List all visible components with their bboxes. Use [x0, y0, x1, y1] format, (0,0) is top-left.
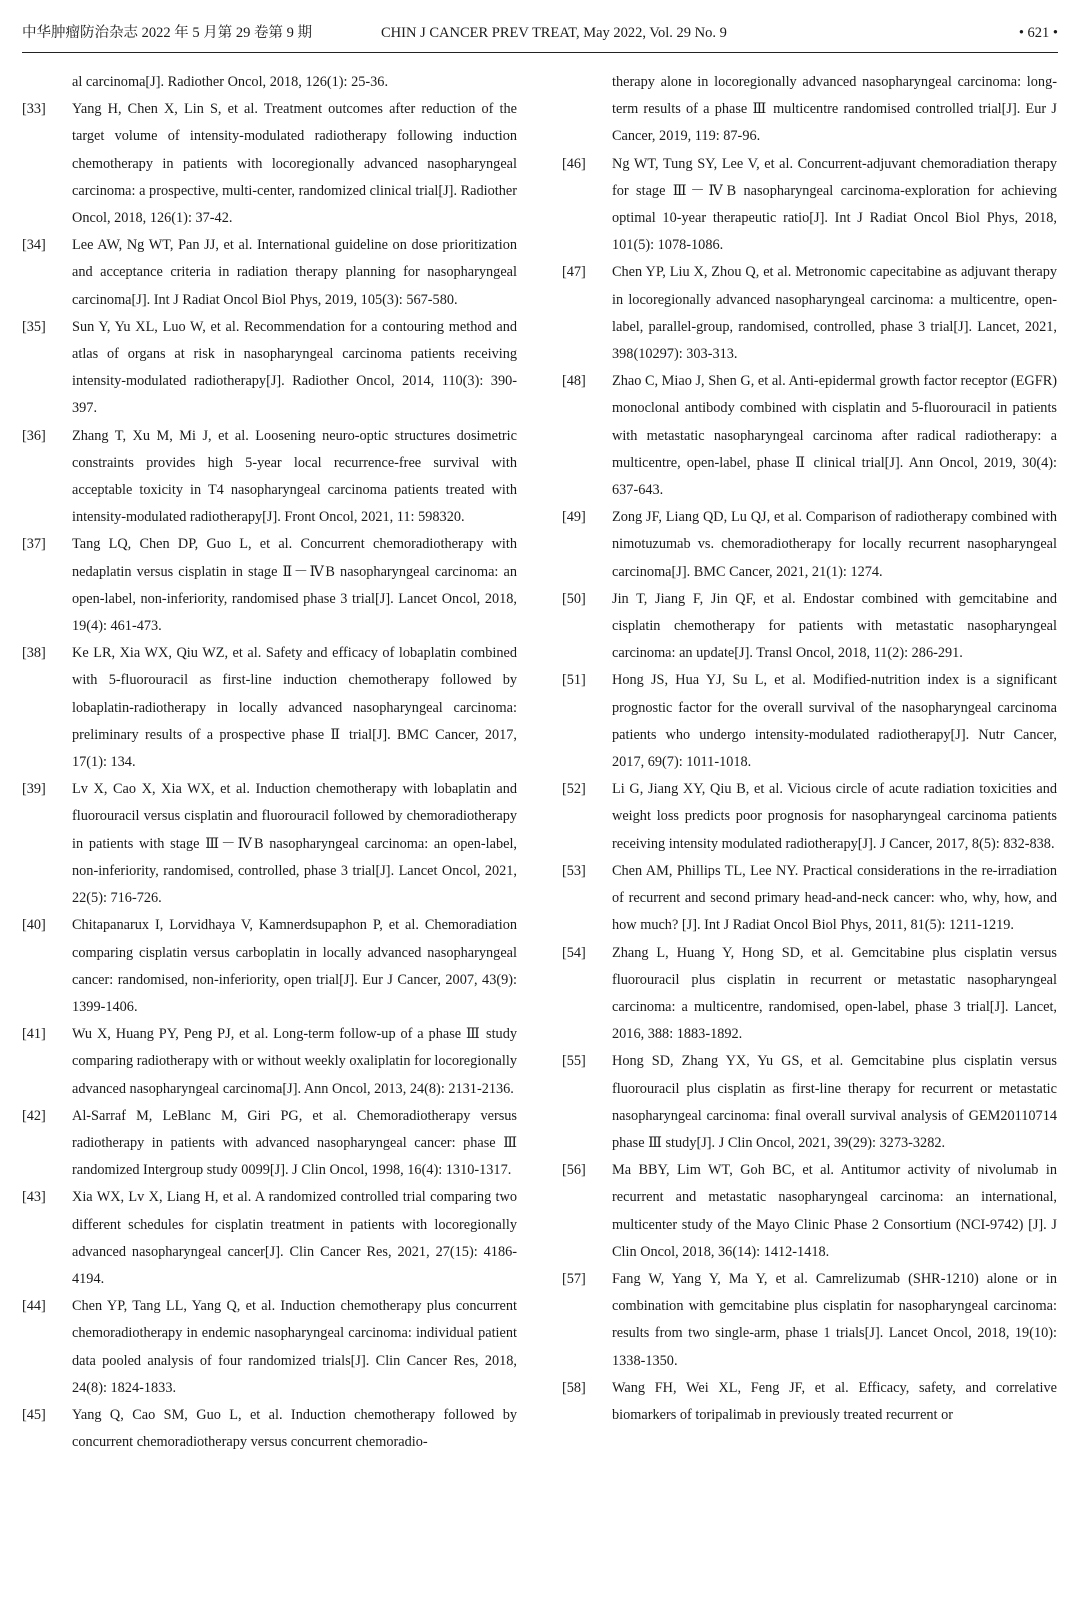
reference-text: Tang LQ, Chen DP, Guo L, et al. Concurrent chemoradiotherapy with nedaplatin versus cisplatin in stage Ⅱ－ⅣB nasopharyngeal carcinoma: an open-label, non-inferiority, randomised phase 3 trial[J]. Lancet Oncol, 2018, 19(4): 461-473.: [72, 536, 517, 635]
reference-51: [562, 667, 1057, 776]
reference-text: Lee AW, Ng WT, Pan JJ, et al. International guideline on dose prioritization and acceptance criteria in radiation therapy planning for nasopharyngeal carcinoma[J]. Int J Radiat Oncol Biol Phys, 2019, 105(3): 567-580.: [72, 237, 517, 308]
left-column: [22, 69, 517, 1456]
reference-55: [562, 1048, 1057, 1157]
reference-35: [22, 314, 517, 423]
reference-57: [562, 1266, 1057, 1375]
reference-number: [42]: [22, 1107, 46, 1124]
reference-36: [22, 423, 517, 532]
reference-text: Jin T, Jiang F, Jin QF, et al. Endostar combined with gemcitabine and cisplatin chemotherapy for patients with metastatic nasopharyngeal carcinoma: an update[J]. Transl Oncol, 2018, 11(2): 286-291.: [612, 590, 1057, 662]
reference-text: Xia WX, Lv X, Liang H, et al. A randomized controlled trial comparing two different schedules for cisplatin treatment in patients with locoregionally advanced nasopharyngeal cancer[J]. Clin Cancer Res, 2021, 27(15): 4186-4194.: [72, 1189, 517, 1287]
reference-46: [562, 151, 1057, 260]
reference-number: [46]: [562, 155, 586, 172]
reference-number: [54]: [562, 944, 586, 961]
reference-number: [44]: [22, 1298, 46, 1315]
reference-text: Yang Q, Cao SM, Guo L, et al. Induction chemotherapy followed by concurrent chemoradiotherapy versus concurrent chemoradio-: [72, 1406, 517, 1451]
reference-text: Hong JS, Hua YJ, Su L, et al. Modified-nutrition index is a significant prognostic factor for the overall survival of the nasopharyngeal carcinoma patients who undergo intensity-modulated radiotherapy[J]. Nutr Cancer, 2017, 69(7): 1011-1018.: [612, 672, 1057, 771]
reference-34: [22, 232, 517, 314]
reference-53: [562, 858, 1057, 940]
reference-number: [57]: [562, 1270, 586, 1287]
reference-text: Al-Sarraf M, LeBlanc M, Giri PG, et al. Chemoradiotherapy versus radiotherapy in patients with advanced nasopharyngeal cancer: phase Ⅲ randomized Intergroup study 0099[J]. J Clin Oncol, 1998, 16(4): 1310-1317.: [72, 1107, 517, 1179]
reference-52: [562, 776, 1057, 858]
reference-number: [33]: [22, 101, 46, 118]
reference-text: Chitapanarux I, Lorvidhaya V, Kamnerdsupaphon P, et al. Chemoradiation comparing cisplatin versus carboplatin in locally advanced nasopharyngeal cancer: randomised, non-inferiority, open trial[J]. Eur J Cancer, 2007, 43(9): 1399-1406.: [72, 917, 517, 1015]
reference-text: Wu X, Huang PY, Peng PJ, et al. Long-term follow-up of a phase Ⅲ study comparing radiotherapy with or without weekly oxaliplatin for locoregionally advanced nasopharyngeal carcinoma[J]. Ann Oncol, 2013, 24(8): 2131-2136.: [72, 1026, 517, 1097]
reference-54: [562, 940, 1057, 1049]
reference-number: [41]: [22, 1026, 46, 1043]
reference-number: [37]: [22, 536, 46, 553]
reference-number: [48]: [562, 373, 586, 390]
reference-text: Zhao C, Miao J, Shen G, et al. Anti-epidermal growth factor receptor (EGFR) monoclonal antibody combined with cisplatin and 5-fluorouracil in patients with metastatic nasopharyngeal carcinoma after radical radiotherapy: a multicentre, open-label, phase Ⅱ clinical trial[J]. Ann Oncol, 2019, 30(4): 637-643.: [612, 373, 1057, 499]
reference-38: [22, 640, 517, 776]
reference-text: Hong SD, Zhang YX, Yu GS, et al. Gemcitabine plus cisplatin versus fluorouracil plus cisplatin as first-line therapy for recurrent or metastatic nasopharyngeal carcinoma: final overall survival analysis of GEM20110714 phase Ⅲ study[J]. J Clin Oncol, 2021, 39(29): 3273-3282.: [612, 1053, 1057, 1151]
reference-50: [562, 586, 1057, 668]
reference-number: [49]: [562, 509, 586, 526]
reference-number: [55]: [562, 1053, 586, 1070]
reference-text: Li G, Jiang XY, Qiu B, et al. Vicious circle of acute radiation toxicities and weight loss predicts poor prognosis for nasopharyngeal carcinoma patients receiving intensity modulated radiotherapy[J]. J Cancer, 2017, 8(5): 832-838.: [612, 781, 1057, 852]
reference-text: Zhang T, Xu M, Mi J, et al. Loosening neuro-optic structures dosimetric constraints provides high 5-year local recurrence-free survival with acceptable toxicity in T4 nasopharyngeal carcinoma patients treated with intensity-modulated radiotherapy[J]. Front Oncol, 2021, 11: 598320.: [72, 427, 517, 526]
journal-title-cn: 中华肿瘤防治杂志 2022 年 5 月第 29 卷第 9 期: [22, 25, 312, 41]
reference-48: [562, 368, 1057, 504]
reference-text: Ma BBY, Lim WT, Goh BC, et al. Antitumor activity of nivolumab in recurrent and metastatic nasopharyngeal carcinoma: an international, multicenter study of the Mayo Clinic Phase 2 Consortium (NCI-9742) [J]. J Clin Oncol, 2018, 36(14): 1412-1418.: [612, 1162, 1057, 1260]
reference-number: [39]: [22, 781, 46, 798]
reference-40: [22, 912, 517, 1021]
right-column: [562, 69, 1057, 1429]
reference-44: [22, 1293, 517, 1402]
reference-text: Zhang L, Huang Y, Hong SD, et al. Gemcitabine plus cisplatin versus fluorouracil plus cisplatin in recurrent or metastatic nasopharyngeal carcinoma: a multicentre, randomised, open-label, phase 3 trial[J]. Lancet, 2016, 388: 1883-1892.: [612, 944, 1057, 1043]
reference-text: Yang H, Chen X, Lin S, et al. Treatment outcomes after reduction of the target volume of intensity-modulated radiotherapy following induction chemotherapy in patients with locoregionally advanced nasopharyngeal carcinoma: a prospective, multi-center, randomized clinical trial[J]. Radiother Oncol, 2018, 126(1): 37-42.: [72, 101, 517, 227]
reference-number: [50]: [562, 590, 586, 607]
reference-number: [35]: [22, 318, 46, 335]
reference-continuation: al carcinoma[J]. Radiother Oncol, 2018, 126(1): 25-36.: [72, 74, 389, 90]
reference-number: [52]: [562, 781, 586, 798]
reference-number: [34]: [22, 237, 46, 254]
reference-33: [22, 96, 517, 232]
reference-number: [36]: [22, 427, 46, 444]
reference-number: [58]: [562, 1379, 586, 1396]
reference-number: [45]: [22, 1406, 46, 1423]
reference-number: [47]: [562, 264, 586, 281]
page-header: [22, 20, 1058, 53]
reference-text: Zong JF, Liang QD, Lu QJ, et al. Comparison of radiotherapy combined with nimotuzumab vs. chemoradiotherapy for locally recurrent nasopharyngeal carcinoma[J]. BMC Cancer, 2021, 21(1): 1274.: [612, 509, 1057, 580]
reference-text: Chen YP, Tang LL, Yang Q, et al. Induction chemotherapy plus concurrent chemoradiotherapy in endemic nasopharyngeal carcinoma: individual patient data pooled analysis of four randomized trials[J]. Clin Cancer Res, 2018, 24(8): 1824-1833.: [72, 1298, 517, 1396]
reference-text: Fang W, Yang Y, Ma Y, et al. Camrelizumab (SHR-1210) alone or in combination with gemcitabine plus cisplatin for nasopharyngeal carcinoma: results from two single-arm, phase 1 trials[J]. Lancet Oncol, 2018, 19(10): 1338-1350.: [612, 1270, 1057, 1369]
reference-text: Ke LR, Xia WX, Qiu WZ, et al. Safety and efficacy of lobaplatin combined with 5-fluorouracil as first-line induction chemotherapy followed by lobaplatin-radiotherapy in locally advanced nasopharyngeal carcinoma: preliminary results of a prospective phase Ⅱ trial[J]. BMC Cancer, 2017, 17(1): 134.: [72, 645, 517, 771]
reference-text: Lv X, Cao X, Xia WX, et al. Induction chemotherapy with lobaplatin and fluorouracil versus cisplatin and fluorouracil followed by chemoradiotherapy in patients with stage Ⅲ－ⅣB nasopharyngeal carcinoma: an open-label, non-inferiority, randomised, controlled, phase 3 trial[J]. Lancet Oncol, 2021, 22(5): 716-726.: [72, 781, 517, 907]
reference-text: Chen AM, Phillips TL, Lee NY. Practical considerations in the re-irradiation of recurrent and second primary head-and-neck cancer: who, why, how, and how much? [J]. Int J Radiat Oncol Biol Phys, 2011, 81(5): 1211-1219.: [612, 862, 1057, 934]
reference-number: [38]: [22, 645, 46, 662]
reference-number: [43]: [22, 1189, 46, 1206]
reference-37: [22, 531, 517, 640]
reference-text: Wang FH, Wei XL, Feng JF, et al. Efficacy, safety, and correlative biomarkers of toripalimab in previously treated recurrent or: [612, 1379, 1057, 1423]
reference-number: [56]: [562, 1162, 586, 1179]
reference-47: [562, 259, 1057, 368]
page-number: • 621 •: [1018, 25, 1058, 41]
reference-number: [53]: [562, 862, 586, 879]
reference-42: [22, 1103, 517, 1185]
journal-title-en: CHIN J CANCER PREV TREAT, May 2022, Vol. 29 No. 9: [381, 25, 727, 41]
reference-41: [22, 1021, 517, 1103]
reference-number: [40]: [22, 917, 46, 934]
reference-text: Sun Y, Yu XL, Luo W, et al. Recommendation for a contouring method and atlas of organs at risk in nasopharyngeal carcinoma patients receiving intensity-modulated radiotherapy[J]. Radiother Oncol, 2014, 110(3): 390-397.: [72, 318, 517, 417]
reference-text: Ng WT, Tung SY, Lee V, et al. Concurrent-adjuvant chemoradiation therapy for stage Ⅲ－ⅣB nasopharyngeal carcinoma-exploration for achieving optimal 10-year therapeutic ratio[J]. Int J Radiat Oncol Biol Phys, 2018, 101(5): 1078-1086.: [612, 155, 1057, 254]
reference-49: [562, 504, 1057, 586]
reference-58: [562, 1375, 1057, 1429]
reference-45: [22, 1402, 517, 1456]
reference-56: [562, 1157, 1057, 1266]
reference-number: [51]: [562, 672, 586, 689]
reference-text: Chen YP, Liu X, Zhou Q, et al. Metronomic capecitabine as adjuvant therapy in locoregionally advanced nasopharyngeal carcinoma: a multicentre, open-label, parallel-group, randomised, controlled, phase 3 trial[J]. Lancet, 2021, 398(10297): 303-313.: [612, 264, 1057, 363]
reference-continuation: therapy alone in locoregionally advanced nasopharyngeal carcinoma: long-term results of a phase Ⅲ multicentre randomised controlled trial[J]. Eur J Cancer, 2019, 119: 87-96.: [612, 74, 1057, 145]
reference-43: [22, 1184, 517, 1293]
reference-39: [22, 776, 517, 912]
